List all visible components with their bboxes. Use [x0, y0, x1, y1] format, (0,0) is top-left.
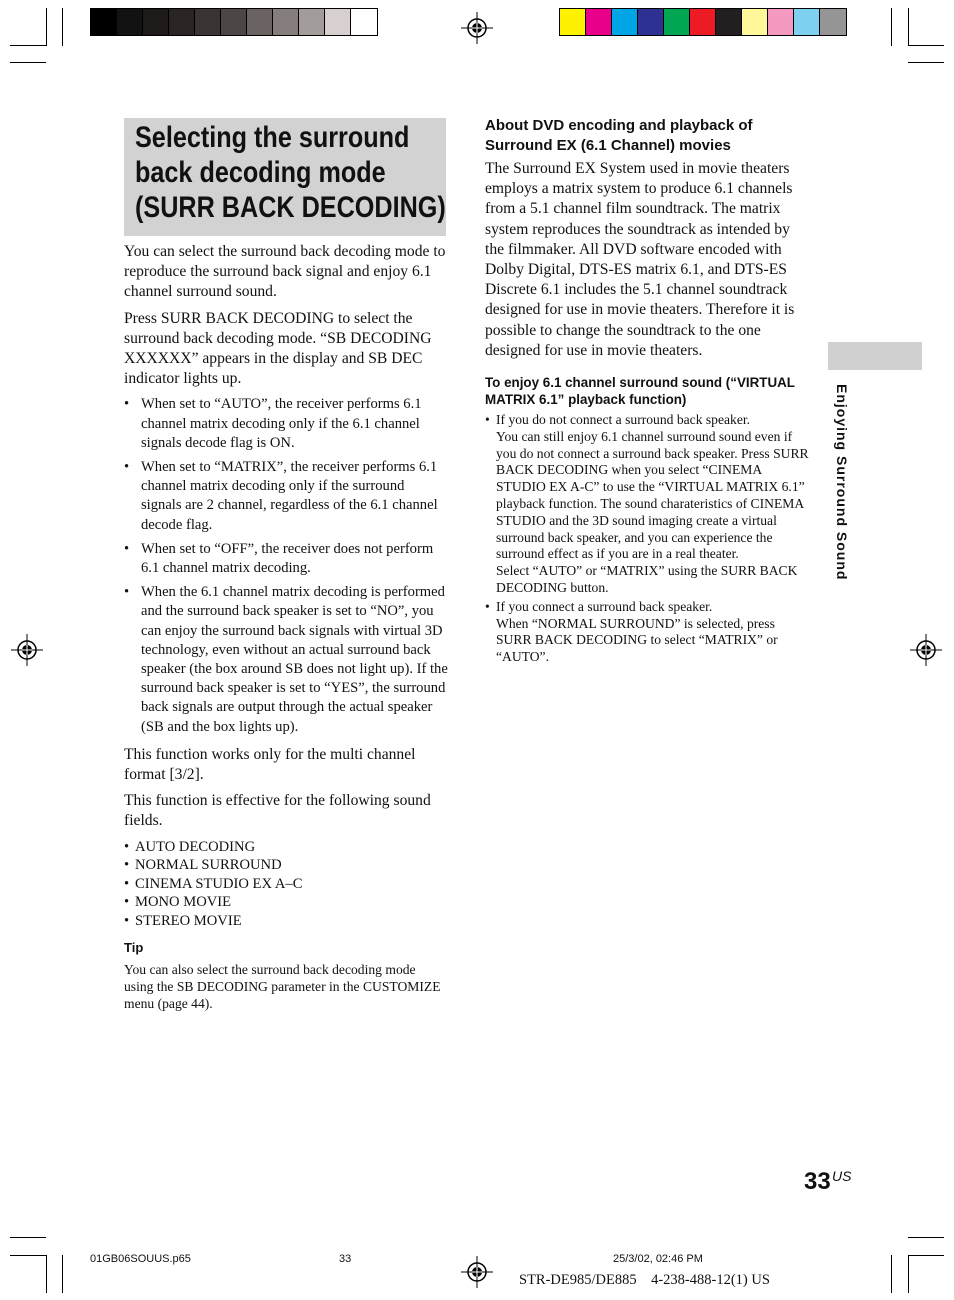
footer-filename: 01GB06SOUUS.p65	[90, 1253, 191, 1265]
list-item: • NORMAL SURROUND	[124, 856, 448, 875]
list-item: • STEREO MOVIE	[124, 912, 448, 931]
color-swatch	[143, 9, 169, 35]
list-item: • When the 6.1 channel matrix decoding is performed and the surround back speaker is set to “NO”, you can enjoy the surround back signals with virtual 3D technology, even without an actual surround back speaker (the box around SB does not light up). If the surround back speaker is set to “YES”, the surround back signals are output through the actual speaker (SB and the box lights up).	[124, 583, 448, 737]
sound-field-list	[124, 838, 448, 931]
color-swatch-bar	[559, 8, 847, 36]
intro-paragraph: You can select the surround back decoding mode to reproduce the surround back signal and enjoy 6.1 channel surround sound.	[124, 243, 446, 301]
list-item: • When set to “MATRIX”, the receiver performs 6.1 channel matrix decoding only if the surround signals are 2 channel, regardless of the 6.1 channel decode flag.	[124, 458, 448, 535]
color-swatch	[221, 9, 247, 35]
left-column	[124, 242, 448, 1018]
bullet-body: When “NORMAL SURROUND” is selected, press SURR BACK DECODING to select “MATRIX” or “AUTO”.	[496, 615, 778, 665]
page-title	[135, 120, 446, 225]
right-column	[485, 116, 809, 668]
title-line: back decoding mode	[135, 156, 386, 189]
bullet-body: Select “AUTO” or “MATRIX” using the SURR BACK DECODING button.	[496, 563, 798, 595]
color-swatch	[273, 9, 299, 35]
crop-mark	[10, 45, 46, 46]
page-number: 33	[804, 1168, 831, 1195]
page-number-suffix: US	[832, 1168, 852, 1184]
crop-mark	[62, 8, 63, 46]
color-swatch	[195, 9, 221, 35]
color-swatch	[612, 9, 638, 35]
tip-text: You can also select the surround back decoding mode using the SB DECODING parameter in the CUSTOMIZE menu (page 44).	[124, 962, 441, 1012]
list-item	[485, 599, 809, 666]
effective-note: This function is effective for the following sound fields.	[124, 792, 431, 830]
chapter-side-label: Enjoying Surround Sound	[834, 384, 850, 581]
list-item: • When set to “OFF”, the receiver does not perform 6.1 channel matrix decoding.	[124, 540, 448, 578]
bullet-body: You can still enjoy 6.1 channel surround sound even if you do not connect a surround back speaker. Press SURR BACK DECODING when you select “CINEMA STUDIO EX A-C” to use the “VIRTUAL MATRIX 6.1” playback function. The sound charateristics of CINEMA STUDIO and the 3D sound imaging create a virtual surround back speaker, and you can experience the surround effect as if you are in a real theater.	[496, 428, 809, 562]
bullet-lead: • If you connect a surround back speaker.	[496, 598, 713, 614]
press-paragraph: Press SURR BACK DECODING to select the surround back decoding mode. “SB DECODING XXXXXX” appears in the display and SB DEC indicator lights up.	[124, 309, 432, 388]
list-item: • MONO MOVIE	[124, 893, 448, 912]
crop-mark	[908, 1237, 944, 1238]
color-swatch	[91, 9, 117, 35]
list-item: • When set to “AUTO”, the receiver performs 6.1 channel matrix decoding only if the 6.1 channel signals decode flag is ON.	[124, 395, 448, 453]
crop-mark	[908, 45, 944, 46]
footer-timestamp: 25/3/02, 02:46 PM	[613, 1253, 703, 1265]
color-swatch	[117, 9, 143, 35]
virtual-matrix-heading: To enjoy 6.1 channel surround sound (“VIRTUAL MATRIX 6.1” playback function)	[485, 375, 795, 407]
crop-mark	[10, 1255, 46, 1256]
list-item: • CINEMA STUDIO EX A–C	[124, 875, 448, 894]
color-swatch	[742, 9, 768, 35]
grayscale-swatch-bar	[90, 8, 378, 36]
list-item	[485, 412, 809, 597]
title-line: (SURR BACK DECODING)	[135, 191, 446, 224]
section-title-box	[124, 118, 446, 236]
registration-mark-icon	[461, 1256, 493, 1288]
color-swatch	[325, 9, 351, 35]
registration-mark-icon	[11, 634, 43, 666]
color-swatch	[768, 9, 794, 35]
crop-mark	[908, 1255, 944, 1256]
color-swatch	[794, 9, 820, 35]
dvd-encoding-body: The Surround EX System used in movie theaters employs a matrix system to produce 6.1 channels from a 5.1 channel film soundtrack. The matrix system reproduces the soundtrack as intended by the filmmaker. All DVD software encoded with Dolby Digital, DTS-ES matrix 6.1, and DTS-ES Discrete 6.1 includes the 5.1 channel soundtrack designed for use in movie theaters. Therefore it is possible to change the soundtrack to the one designed for use in movie theaters.	[485, 160, 795, 359]
dvd-encoding-heading: About DVD encoding and playback of Surround EX (6.1 Channel) movies	[485, 117, 753, 154]
chapter-tab	[828, 342, 922, 370]
crop-mark	[10, 1237, 46, 1238]
color-swatch	[299, 9, 325, 35]
crop-mark	[46, 8, 47, 46]
footer-page: 33	[339, 1253, 352, 1265]
mode-bullet-list	[124, 395, 448, 736]
crop-mark	[46, 1255, 47, 1293]
crop-mark	[908, 8, 909, 46]
color-swatch	[638, 9, 664, 35]
color-swatch	[169, 9, 195, 35]
color-swatch	[820, 9, 846, 35]
crop-mark	[891, 8, 892, 46]
virtual-matrix-list	[485, 412, 809, 666]
registration-mark-icon	[461, 12, 493, 44]
footer-model-number: STR-DE985/DE885 4-238-488-12(1) US	[519, 1272, 770, 1288]
crop-mark	[10, 62, 46, 63]
color-swatch	[247, 9, 273, 35]
crop-mark	[891, 1255, 892, 1293]
function-note: This function works only for the multi channel format [3/2].	[124, 745, 416, 784]
color-swatch	[560, 9, 586, 35]
color-swatch	[586, 9, 612, 35]
crop-mark	[62, 1255, 63, 1293]
color-swatch	[690, 9, 716, 35]
color-swatch	[664, 9, 690, 35]
tip-label: Tip	[124, 940, 144, 956]
color-swatch	[716, 9, 742, 35]
crop-mark	[908, 1255, 909, 1293]
crop-mark	[908, 62, 944, 63]
color-swatch	[351, 9, 377, 35]
title-line: Selecting the surround	[135, 121, 410, 154]
registration-mark-icon	[910, 634, 942, 666]
bullet-lead: • If you do not connect a surround back speaker.	[496, 412, 751, 428]
list-item: • AUTO DECODING	[124, 838, 448, 857]
